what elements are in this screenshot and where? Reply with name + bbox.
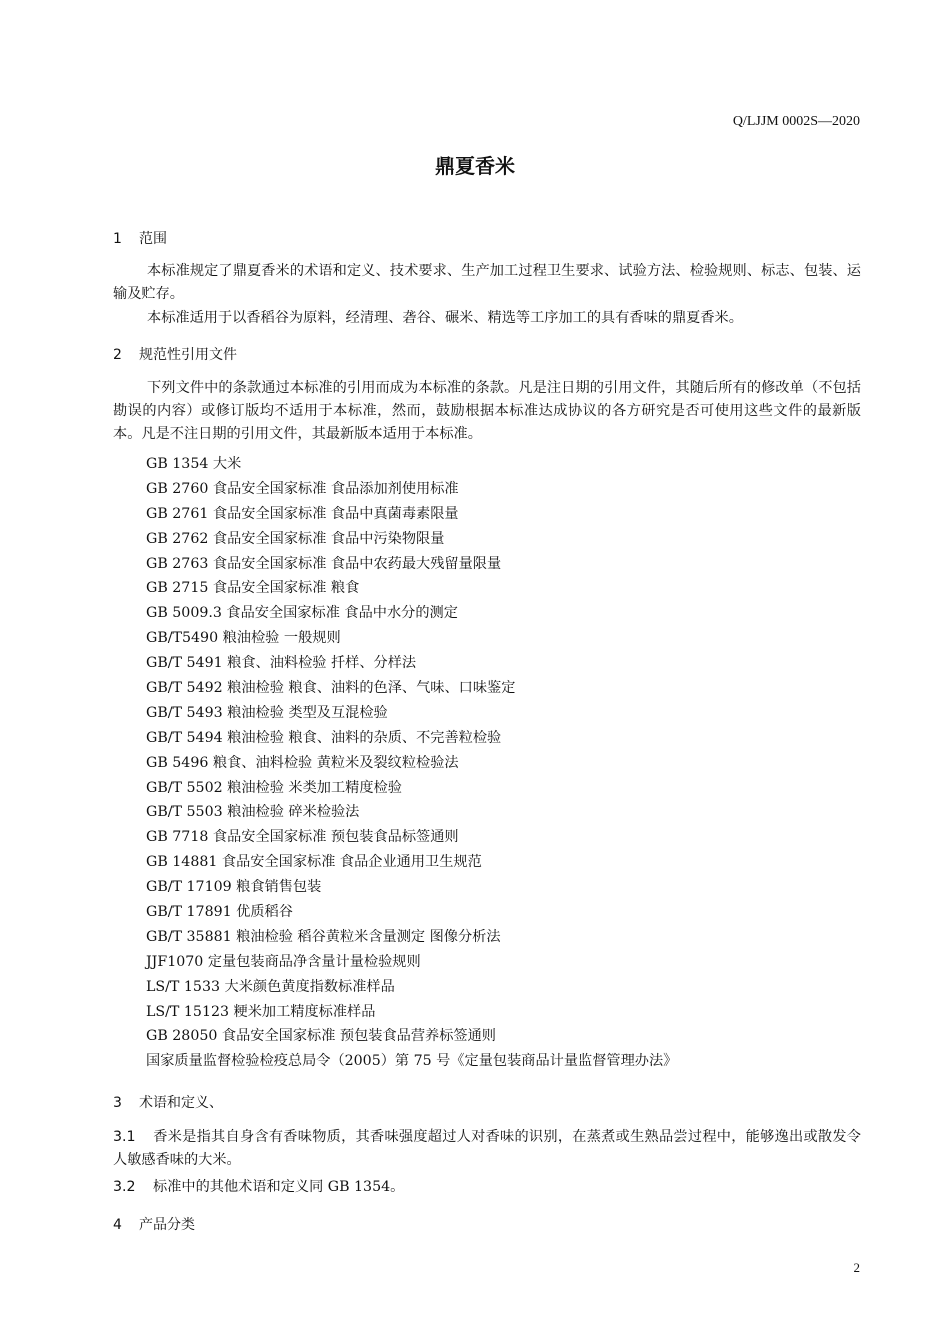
reference-item: LS/T 1533 大米颜色黄度指数标准样品 [146,978,395,995]
reference-item: GB/T 5492 粮油检验 粮食、油料的色泽、气味、口味鉴定 [146,680,516,697]
section-number: 4 [113,1217,122,1233]
standard-code: Q/LJJM 0002S—2020 [732,114,860,129]
term-number: 3.2 [113,1179,136,1195]
section-number: 1 [113,231,122,247]
reference-item: GB 1354 大米 [146,456,242,472]
reference-item: GB 2763 食品安全国家标准 食品中农药最大残留量限量 [146,555,502,572]
reference-item: GB/T5490 粮油检验 一般规则 [146,630,341,647]
scope-paragraph-1: 本标准规定了鼎夏香米的术语和定义、技术要求、生产加工过程卫生要求、试验方法、检验规则、标志、包装、运输及贮存。 [113,263,861,302]
reference-item: GB/T 5493 粮油检验 类型及互混检验 [146,704,388,721]
term-3-2 [113,1176,861,1199]
reference-item: GB 2760 食品安全国家标准 食品添加剂使用标准 [146,480,459,497]
reference-item: GB/T 17891 优质稻谷 [146,904,293,921]
section-2-heading [113,344,237,364]
reference-item: GB 5496 粮食、油料检验 黄粒米及裂纹粒检验法 [146,754,459,771]
reference-item: JJF1070 定量包装商品净含量计量检验规则 [146,953,421,970]
term-3-1 [113,1126,861,1172]
reference-item: GB 7718 食品安全国家标准 预包装食品标签通则 [146,829,459,846]
reference-item: GB 5009.3 食品安全国家标准 食品中水分的测定 [146,605,458,622]
section-number: 2 [113,347,122,363]
reference-item: GB 2761 食品安全国家标准 食品中真菌毒素限量 [146,505,459,522]
page-number: 2 [853,1260,860,1275]
reference-item: GB 2762 食品安全国家标准 食品中污染物限量 [146,530,445,547]
normative-intro: 下列文件中的条款通过本标准的引用而成为本标准的条款。凡是注日期的引用文件，其随后所有的修改单（不包括勘误的内容）或修订版均不适用于本标准，然而，鼓励根据本标准达成协议的各方研究是否可使用这些文件的最新版本。凡是不注日期的引用文件，其最新版本适用于本标准。 [113,380,861,442]
reference-item: GB/T 5494 粮油检验 粮食、油料的杂质、不完善粒检验 [146,729,502,746]
document-title: 鼎夏香米 [435,154,515,178]
reference-item: GB 28050 食品安全国家标准 预包装食品营养标签通则 [146,1028,496,1045]
reference-item: GB/T 5491 粮食、油料检验 扦样、分样法 [146,655,417,672]
term-text: 标准中的其他术语和定义同 GB 1354。 [153,1179,405,1195]
reference-item: LS/T 15123 粳米加工精度标准样品 [146,1003,376,1020]
section-title: 范围 [139,231,167,247]
section-title: 产品分类 [139,1217,195,1233]
reference-list [146,452,677,1074]
section-3-heading [113,1092,223,1112]
reference-item: GB/T 17109 粮食销售包装 [146,879,322,896]
section-number: 3 [113,1095,122,1111]
section-1-heading [113,228,167,248]
reference-item: GB/T 5502 粮油检验 米类加工精度检验 [146,779,402,796]
section-title: 术语和定义、 [139,1095,223,1111]
reference-item: GB 14881 食品安全国家标准 食品企业通用卫生规范 [146,854,482,871]
section-4-heading [113,1214,195,1234]
reference-item: 国家质量监督检验检疫总局令（2005）第 75 号《定量包装商品计量监督管理办法》 [146,1053,678,1070]
scope-paragraph-2: 本标准适用于以香稻谷为原料，经清理、砻谷、碾米、精选等工序加工的具有香味的鼎夏香米。 [147,310,743,326]
term-number: 3.1 [113,1129,136,1145]
reference-item: GB/T 35881 粮油检验 稻谷黄粒米含量测定 图像分析法 [146,928,501,945]
reference-item: GB/T 5503 粮油检验 碎米检验法 [146,804,360,821]
reference-item: GB 2715 食品安全国家标准 粮食 [146,580,360,597]
section-title: 规范性引用文件 [139,347,237,363]
term-text: 香米是指其自身含有香味物质，其香味强度超过人对香味的识别，在蒸煮或生熟品尝过程中，能够逸出或散发令人敏感香味的大米。 [113,1129,861,1168]
